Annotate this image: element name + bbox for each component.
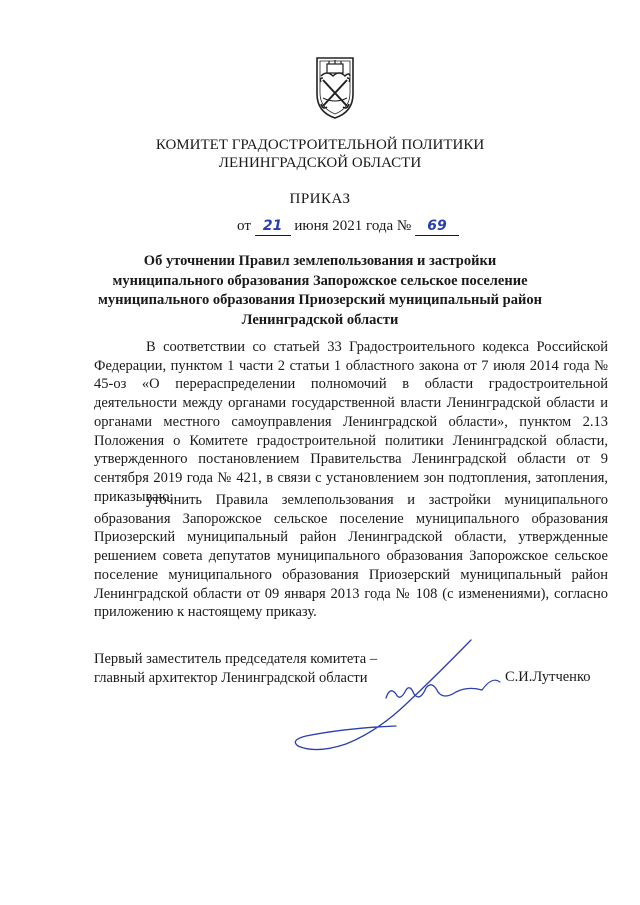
paragraph-text: В соответствии со статьей 33 Градостроительного кодекса Российской Федерации, пунктом 1 части 2 статьи 1 областного закона от 7 июля 2014 года № 45-оз «О перераспределении полномочий в области градостроительной деятельности между органами государственной власти Ленинградской области и органами местного самоуправления Ленинградской области», пунктом 2.13 Положения о Комитете градостроительной политики Ленинградской области, утвержденного постановлением Правительства Ленинградской области от 9 сентября 2019 года № 421, в связи с установлением зон подтопления, затопления, приказываю: — [94, 339, 608, 505]
paragraph-text: уточнить Правила землепользования и застройки муниципального образования Запорожское сельское поселение муниципального образования Приозерский муниципальный район Ленинградской области, утвержденные решением совета депутатов муниципального образования Запорожское сельское поселение муниципального образования Приозерский муниципальный район Ленинградской области от 09 января 2013 года № 108 (с изменениями), согласно приложению к настоящему приказу. — [94, 492, 608, 621]
coat-of-arms-icon — [313, 54, 357, 120]
order-date-line — [28, 217, 640, 236]
order-number-handwritten: 69 — [415, 217, 459, 236]
committee-name — [0, 136, 640, 172]
signatory-position — [94, 650, 377, 687]
signatory-name: С.И.Лутченко — [505, 669, 591, 685]
date-prefix: от — [237, 218, 251, 234]
order-title: ПРИКАЗ — [289, 191, 351, 207]
committee-line-1: КОМИТЕТ ГРАДОСТРОИТЕЛЬНОЙ ПОЛИТИКИ — [155, 137, 485, 153]
subject-line-1: Об уточнении Правил землепользования и застройки — [143, 253, 497, 269]
position-line-1: Первый заместитель председателя комитета – — [94, 651, 378, 667]
order-subject — [0, 252, 640, 330]
date-rest: июня 2021 года № — [294, 218, 412, 234]
committee-line-2: ЛЕНИНГРАДСКОЙ ОБЛАСТИ — [218, 155, 422, 171]
date-day-handwritten: 21 — [255, 217, 291, 236]
subject-line-4: Ленинградской области — [241, 311, 399, 328]
subject-line-3: муниципального образования Приозерский муниципальный район — [98, 292, 542, 308]
subject-line-2: муниципального образования Запорожское сельское поселение — [112, 272, 528, 289]
position-line-2: главный архитектор Ленинградской области — [94, 669, 368, 686]
body-paragraph-2 — [94, 491, 608, 622]
body-paragraph-1 — [94, 338, 608, 506]
